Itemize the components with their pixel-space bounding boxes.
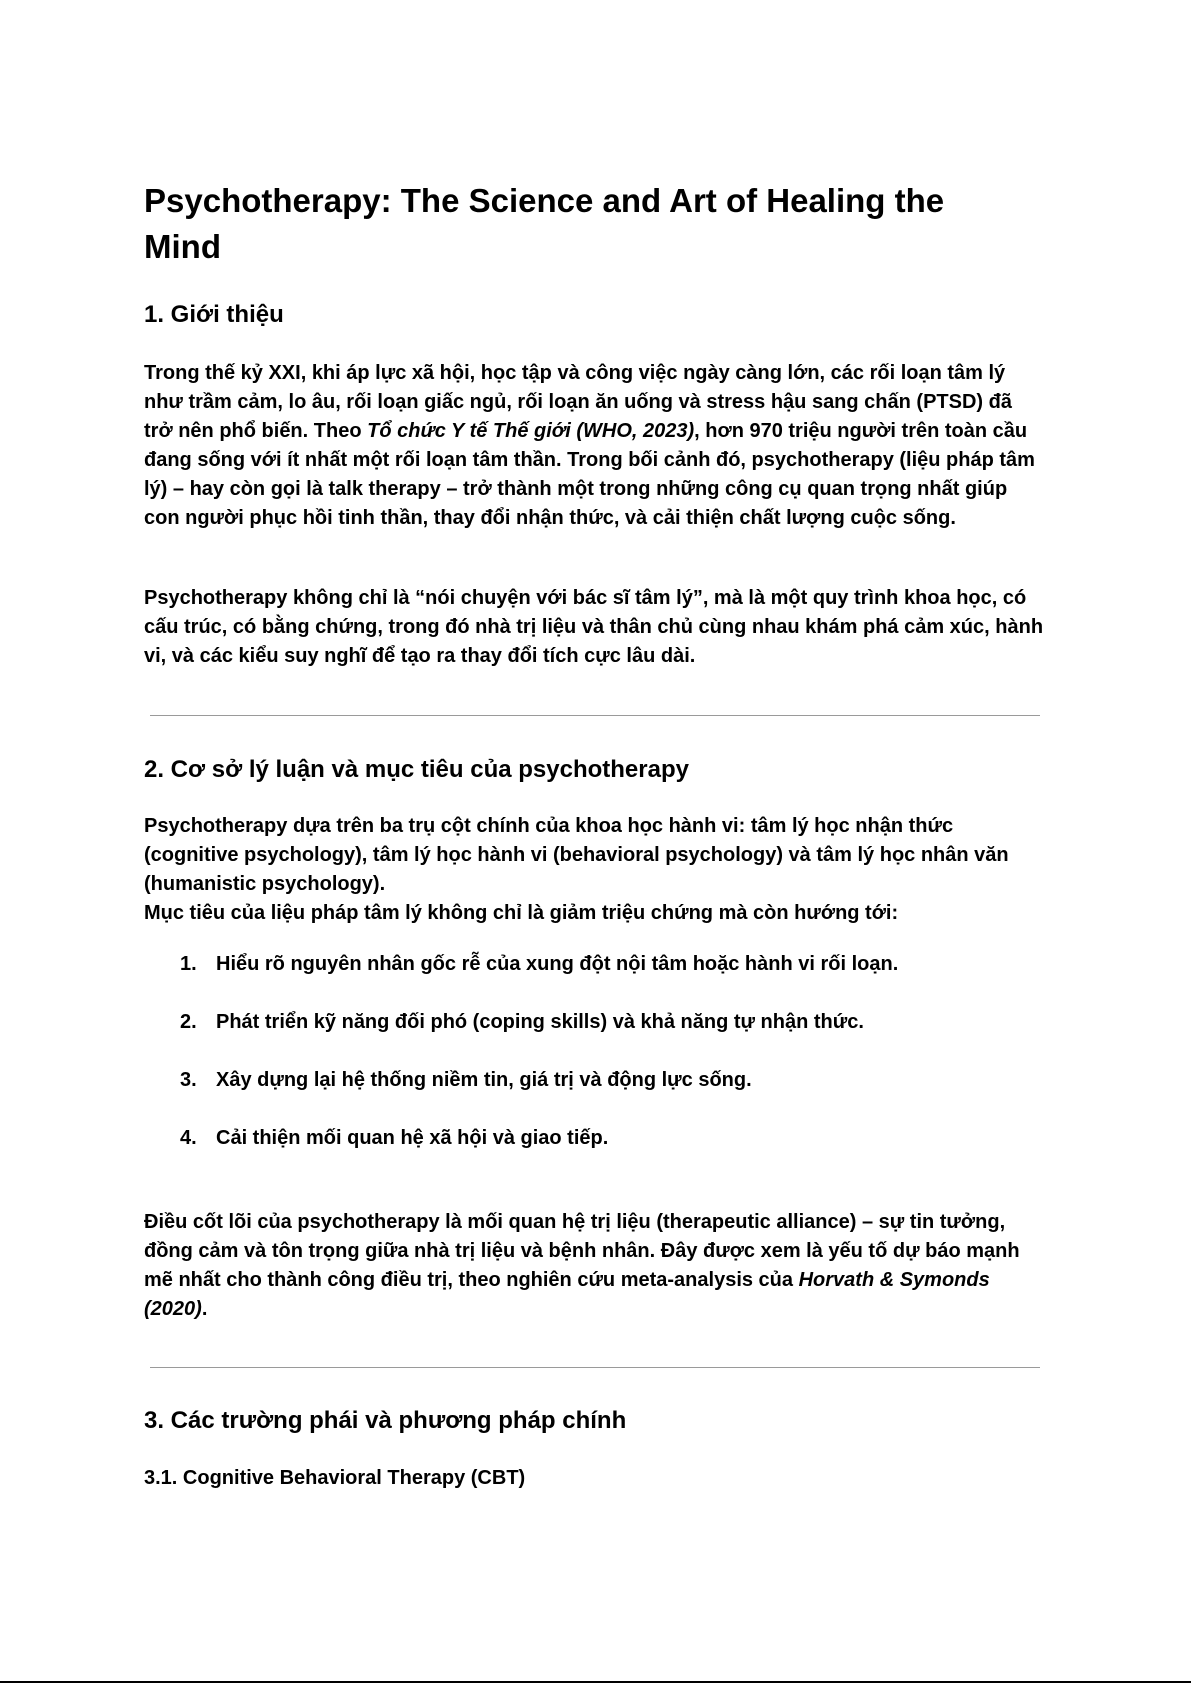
section-2-heading: 2. Cơ sở lý luận và mục tiêu của psychotherapy [144,756,689,783]
list-item-text: Hiểu rõ nguyên nhân gốc rễ của xung đột nội tâm hoặc hành vi rối loạn. [216,953,899,975]
section-2-paragraph-2-text-b: . [201,1298,208,1320]
list-item-number: 2. [180,1011,197,1033]
subsection-3-1-heading: 3.1. Cognitive Behavioral Therapy (CBT) [144,1467,526,1489]
section-1-paragraph-1-text-a: Trong thế kỷ XXI, khi áp lực xã hội, học tập và công việc ngày càng lớn, các rối loạn tâm lý như trầm cảm, lo âu, rối loạn giấc ngủ, rối loạn ăn uống và stress hậu sang chấn (PTSD) đã trở nên phổ biến. Theo [144,362,1012,442]
section-1-paragraph-1 [144,359,1044,533]
section-2-paragraph-1 [144,812,1044,928]
section-2-paragraph-2 [144,1208,1044,1324]
section-3-heading: 3. Các trường phái và phương pháp chính [144,1407,627,1434]
horvath-citation: Horvath & Symonds (2020) [144,1269,990,1320]
list-item-text: Cải thiện mối quan hệ xã hội và giao tiếp. [216,1127,609,1149]
goals-list [144,950,898,1182]
list-item [144,1008,898,1066]
section-1-paragraph-1-text-b: , hơn 970 triệu người trên toàn cầu đang sống với ít nhất một rối loạn tâm thần. Trong bối cảnh đó, psychotherapy (liệu pháp tâm lý) – hay còn gọi là talk therapy – trở thành một trong những công cụ quan trọng nhất giúp con người phục hồi tinh thần, thay đổi nhận thức, và cải thiện chất lượng cuộc sống. [144,420,1035,529]
list-item-number: 3. [180,1069,197,1091]
section-1-heading: 1. Giới thiệu [144,301,284,328]
list-item-number: 1. [180,953,197,975]
list-item-text: Phát triển kỹ năng đối phó (coping skills) và khả năng tự nhận thức. [216,1011,864,1033]
section-2-goals-intro: Mục tiêu của liệu pháp tâm lý không chỉ là giảm triệu chứng mà còn hướng tới: [144,902,899,924]
document-title: Psychotherapy: The Science and Art of Healing the Mind [144,182,945,265]
section-2-paragraph-1-text: Psychotherapy dựa trên ba trụ cột chính của khoa học hành vi: tâm lý học nhận thức (cognitive psychology), tâm lý học hành vi (behavioral psychology) và tâm lý học nhân văn (humanistic psychology). [144,815,1009,895]
section-divider [150,1367,1040,1368]
who-citation: Tổ chức Y tế Thế giới (WHO, 2023) [367,420,695,442]
section-divider [150,715,1040,716]
section-2-paragraph-2-text-a: Điều cốt lõi của psychotherapy là mối quan hệ trị liệu (therapeutic alliance) – sự tin tưởng, đồng cảm và tôn trọng giữa nhà trị liệu và bệnh nhân. Đây được xem là yếu tố dự báo mạnh mẽ nhất cho thành công điều trị, theo nghiên cứu meta-analysis của [144,1211,1020,1291]
list-item [144,1124,898,1182]
list-item-text: Xây dựng lại hệ thống niềm tin, giá trị và động lực sống. [216,1069,752,1091]
list-item-number: 4. [180,1127,197,1149]
section-1-paragraph-2: Psychotherapy không chỉ là “nói chuyện với bác sĩ tâm lý”, mà là một quy trình khoa học, có cấu trúc, có bằng chứng, trong đó nhà trị liệu và thân chủ cùng nhau khám phá cảm xúc, hành vi, và các kiểu suy nghĩ để tạo ra thay đổi tích cực lâu dài. [144,587,1044,667]
list-item [144,1066,898,1124]
list-item [144,950,898,1008]
page-bottom-edge [0,1681,1191,1683]
